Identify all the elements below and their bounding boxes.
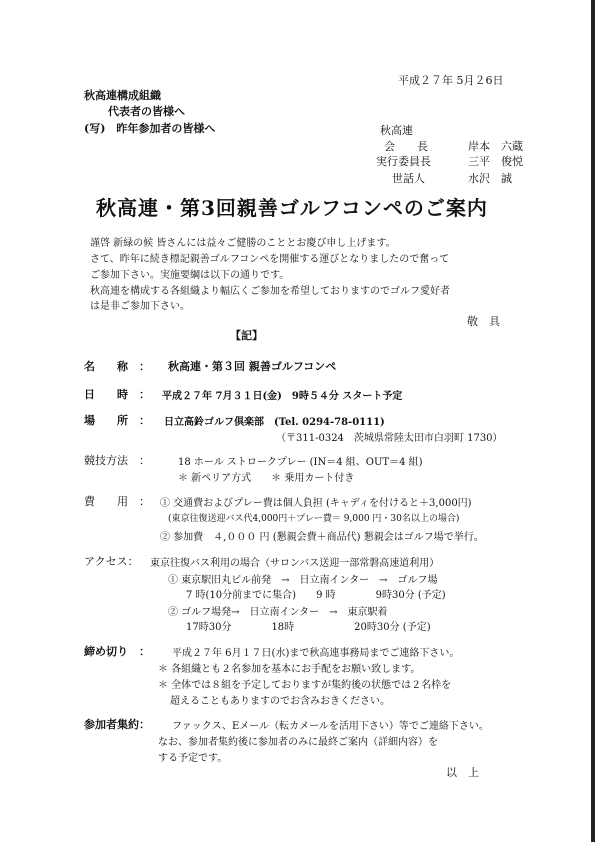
access-route-2: ② ゴルフ場発→ 日立南インター → 東京駅着 [168,607,388,618]
place-address: （〒311-0324 茨城県常陸太田市白羽町 1730） [276,433,503,444]
name-label: 名 称 ： [84,360,150,373]
collection-line-1: ファックス、Eメール（転カメールを活用下さい）等でご連絡下さい。 [172,721,489,732]
name-value: 秋高連・第３回 親善ゴルフコンペ [168,360,337,373]
access-route-1-time: 7 時(10分前までに集合) 9 時 9時30分 (予定) [186,590,446,601]
body-paragraph-5: は是非ご参加下さい。 [90,301,190,312]
access-route-1: ① 東京駅旧丸ビル前発 → 日立南インター → ゴルフ場 [168,575,438,586]
deadline-line-3: ＊ 全体では８組を予定しておりますが集約後の状態では２名枠を [158,680,452,691]
method-line-2: ＊ 新ペリア方式 ＊ 乗用カート付き [178,473,355,484]
sender-name-1: 岸本 六蔵 [468,140,523,153]
access-intro: 東京往復バス利用の場合（サロンバス送迎一部常磐高速道利用） [150,558,440,569]
sender-org: 秋高連 [380,124,413,137]
ki-heading: 【記】 [230,329,263,342]
sender-role-3: 世話人 [392,172,425,185]
fee-line-1: ① 交通費およびプレー費は個人負担 (キャディを付けると＋3,000円) [160,498,472,509]
recipient-line-2: 代表者の皆様へ [108,105,185,118]
collection-label: 参加者集約： [84,718,150,731]
sender-name-2: 三平 俊悦 [468,155,523,168]
scan-edge [591,0,595,842]
place-value: 日立高鈴ゴルフ倶楽部 (Tel. 0294-78-0111) [164,417,385,428]
datetime-value: 平成２７年 7月３１日(金) 9時５４分 スタート予定 [162,391,403,402]
datetime-label: 日 時 ： [84,388,150,401]
place-label: 場 所 ： [84,414,150,427]
collection-line-3: する予定です。 [158,753,228,764]
sender-role-1: 会 長 [384,140,428,153]
deadline-line-4: 超えることもありますのでお含みおきください。 [170,696,390,707]
deadline-line-1: 平成２７年 6月１７日(水)まで秋高連事務局までご連絡下さい。 [172,648,460,659]
closing-ijo: 以 上 [446,766,479,779]
body-paragraph-2: さて、昨年に続き標記親善ゴルフコンペを開催する運びとなりましたので奮って [90,254,450,265]
access-route-2-time: 17時30分 18時 20時30分 (予定) [186,622,431,633]
collection-line-2: なお、参加者集約後に参加者のみに最終ご案内（詳細内容）を [158,737,438,748]
recipient-line-1: 秋高連構成組織 [84,89,161,102]
access-label: アクセス： [84,555,139,568]
method-line-1: 18 ホール ストロークプレー (IN＝4 組、OUT＝4 組) [178,457,423,468]
body-paragraph-1: 謹啓 新緑の候 皆さんには益々ご健勝のこととお慶び申し上げます。 [90,238,396,249]
sender-name-3: 水沢 誠 [468,172,512,185]
fee-label: 費 用 ： [84,495,150,508]
fee-line-1-sub: (東京往復送迎バス代4,000円＋プレー費＝ 9,000 円・30名以上の場合) [168,514,460,524]
body-paragraph-3: ご参加下さい。実施要綱は以下の通りです。 [90,270,290,281]
page-title: 秋高連・第3回親善ゴルフコンペのご案内 [96,196,488,220]
fee-line-2: ② 参加費 ４,０００ 円 (懇親会費＋商品代) 懇親会はゴルフ場で挙行。 [160,532,484,543]
deadline-line-2: ＊ 各組織とも２名参加を基本にお手配をお願い致します。 [158,664,421,675]
deadline-label: 締め切り ： [84,645,150,658]
recipient-line-3: (写) 昨年参加者の皆様へ [84,122,216,135]
sender-role-2: 実行委員長 [376,155,431,168]
body-paragraph-4: 秋高連を構成する各組織より幅広くご参加を希望しておりますのでゴルフ愛好者 [90,286,450,297]
closing-keigu: 敬 具 [467,315,500,328]
document-date: 平成２７年 5月２6日 [398,74,504,87]
method-label: 競技方法 ： [84,454,150,467]
